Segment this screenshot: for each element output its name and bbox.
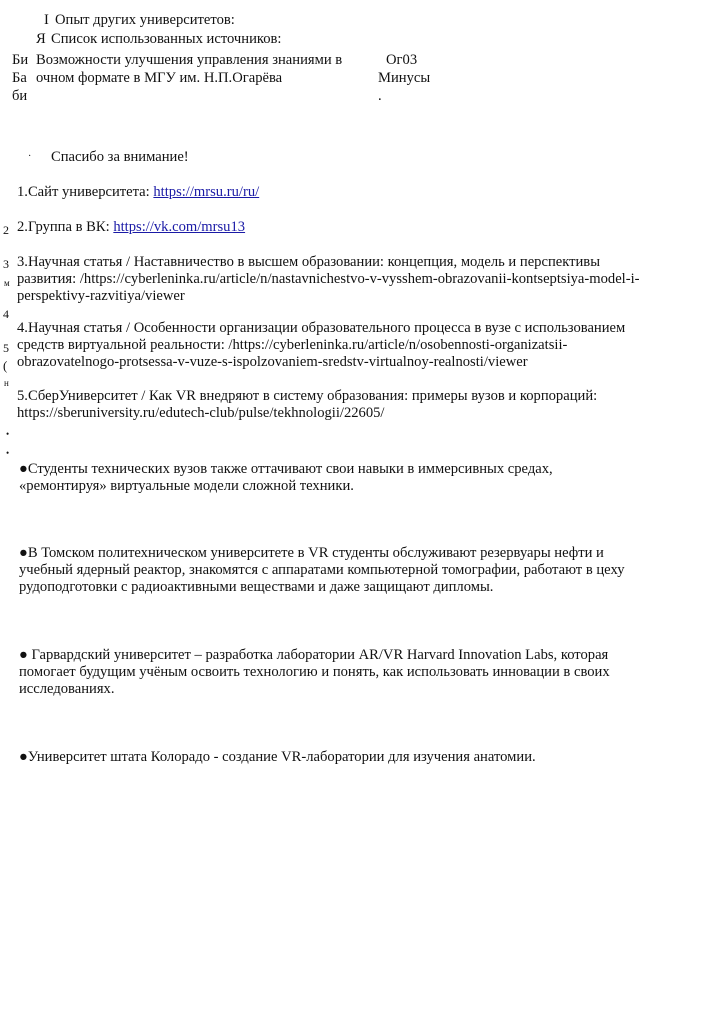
source-item xyxy=(17,184,259,201)
source-line: 4.Научная статья / Особенности организации образовательного процесса в вузе с использованием xyxy=(17,320,626,336)
topic-line-1: Возможности улучшения управления знаниями в xyxy=(36,52,343,68)
source-item xyxy=(17,320,625,371)
margin-fragment: 4 xyxy=(3,307,9,321)
bullet-line: учебный ядерный реактор, знакомятся с аппаратами компьютерной томографии, работают в цеху xyxy=(19,562,625,578)
source-item xyxy=(17,388,597,422)
bullet-line: ●В Томском политехническом университете в VR студенты обслуживают резервуары нефти и xyxy=(19,545,604,561)
thanks-text: Спасибо за внимание! xyxy=(51,149,189,165)
bullet-item xyxy=(19,461,553,495)
bullet-line: ●Студенты технических вузов также оттачивают свои навыки в иммерсивных средах, xyxy=(19,461,553,477)
source-line: 5.СберУниверситет / Как VR внедряют в систему образования: примеры вузов и корпораций: xyxy=(17,388,598,404)
right-fragment: Ог03 xyxy=(386,52,418,68)
bullet-line: помогает будущим учёным освоить технологию и понять, как использовать инновации в своих xyxy=(19,664,610,680)
source-label: 1.Сайт университета: xyxy=(17,184,154,200)
source-link[interactable]: https://vk.com/mrsu13 xyxy=(113,219,246,235)
bullet-line: рудоподготовки с радиоактивными веществами и даже защищают дипломы. xyxy=(19,579,494,595)
margin-fragment: 3 xyxy=(3,257,9,271)
margin-fragment: м xyxy=(4,278,10,288)
source-item xyxy=(17,219,245,236)
sources-title: Список использованных источников: xyxy=(51,31,282,47)
edge-fragment: I xyxy=(44,12,49,28)
source-label: 2.Группа в ВК: xyxy=(17,219,114,235)
source-line: средств виртуальной реальности: /https://cyberleninka.ru/article/n/osobennosti-organizatsii- xyxy=(17,337,568,353)
source-line: 3.Научная статья / Наставничество в высшем образовании: концепция, модель и перспективы xyxy=(17,254,601,270)
topic-line-2: очном формате в МГУ им. Н.П.Огарёва xyxy=(36,70,283,86)
right-fragment: . xyxy=(378,88,382,104)
edge-fragment: Ба xyxy=(12,70,27,86)
margin-fragment: 5 xyxy=(3,341,9,355)
bullet-line: «ремонтируя» виртуальные модели сложной техники. xyxy=(19,478,354,494)
bullet-line: ●Университет штата Колорадо - создание VR-лаборатории для изучения анатомии. xyxy=(19,749,536,765)
edge-fragment: би xyxy=(12,88,28,104)
margin-fragment: 2 xyxy=(3,223,9,237)
right-fragment: Минусы xyxy=(378,70,431,86)
bullet-line: ● Гарвардский университет – разработка лаборатории AR/VR Harvard Innovation Labs, которая xyxy=(19,647,609,663)
source-line: развития: /https://cyberleninka.ru/article/n/nastavnichestvo-v-vysshem-obrazovanii-kontseptsiya-model-i- xyxy=(17,271,640,287)
bullet-line: исследованиях. xyxy=(19,681,115,697)
source-line: https://sberuniversity.ru/edutech-club/pulse/tekhnologii/22605/ xyxy=(17,405,385,421)
source-line: obrazovatelnogo-protsessa-v-vuze-s-ispolzovaniem-sredstv-virtualnoy-realnosti/viewer xyxy=(17,354,528,370)
hidden-title: Опыт других университетов: xyxy=(55,12,235,28)
bullet-dot: · xyxy=(28,151,32,162)
source-item xyxy=(17,254,640,305)
edge-fragment: Би xyxy=(12,52,29,68)
margin-fragment: н xyxy=(4,378,9,388)
source-link[interactable]: https://mrsu.ru/ru/ xyxy=(153,184,260,200)
source-line: perspektivy-razvitiya/viewer xyxy=(17,288,185,304)
edge-fragment: Я xyxy=(36,31,46,47)
bullet-dot: • xyxy=(6,448,10,458)
bullet-item xyxy=(19,647,610,698)
bullet-dot: • xyxy=(6,429,10,439)
margin-fragment: ( xyxy=(3,358,8,373)
bullet-item xyxy=(19,545,625,596)
bullet-item xyxy=(19,749,536,766)
